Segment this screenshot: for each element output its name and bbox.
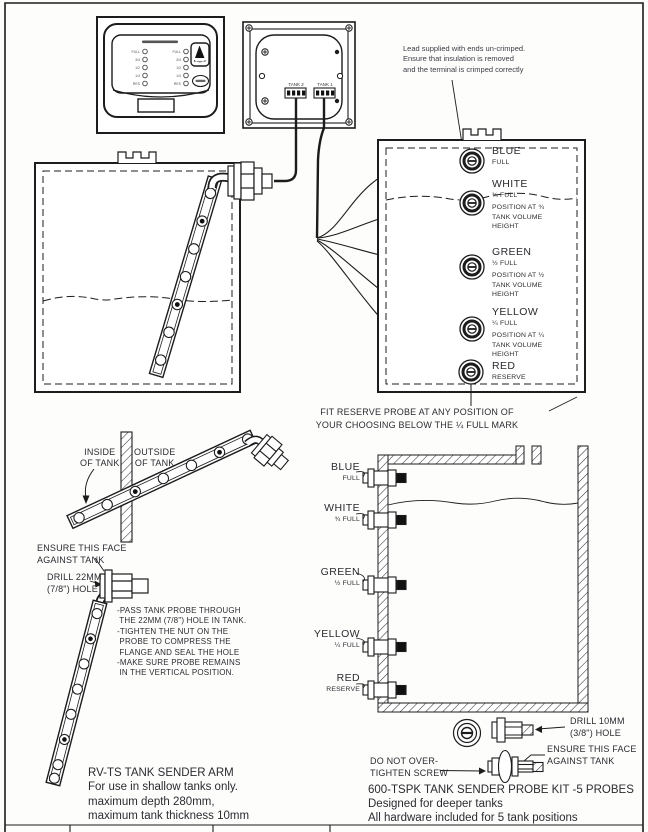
probe-color: GREEN <box>492 246 532 258</box>
lead-note <box>403 44 525 75</box>
probe-position: POSITION AT ¾ <box>492 204 545 211</box>
probe-level: ¼ FULL <box>334 642 360 649</box>
probe-volume: TANK VOLUME <box>492 213 543 221</box>
label-line: OF TANK <box>80 457 120 468</box>
instruction-line: -TIGHTEN THE NUT ON THE <box>117 626 229 636</box>
caption-line: maximum depth 280mm, <box>88 795 215 808</box>
outside-of-tank-label <box>134 447 175 468</box>
corner-screw-icon <box>346 119 352 125</box>
deep-probe-label-red <box>326 672 360 693</box>
probe-level: ½ FULL <box>492 260 518 267</box>
corner-screw-icon <box>246 25 252 31</box>
lead-note-line: and the terminal is crimped correctly <box>403 64 524 74</box>
led-label: RES <box>173 81 181 86</box>
tank-wall-fitting <box>228 162 272 200</box>
probe-height: HEIGHT <box>492 351 519 358</box>
deep-probe-label-yellow <box>314 628 360 649</box>
deep-probe-label-green <box>321 566 360 587</box>
caption-line: Designed for deeper tanks <box>368 798 503 811</box>
arrowhead <box>535 726 542 733</box>
probe-level: RESERVE <box>492 374 526 381</box>
label-line: ENSURE THIS FACE <box>37 543 127 553</box>
face-screw-icon <box>262 49 268 55</box>
label-line: DO NOT OVER- <box>370 756 439 766</box>
led-label: 1/2 <box>176 65 181 70</box>
probe-color: BLUE <box>492 145 522 157</box>
face-against-tank-label-2 <box>547 744 637 767</box>
label-line: DRILL 10MM <box>570 716 625 726</box>
caption-line: maximum tank thickness 10mm <box>88 810 250 823</box>
probe-volume: TANK VOLUME <box>492 281 543 289</box>
wall-probe-yellow <box>363 638 406 656</box>
led-label: 1/4 <box>135 73 140 78</box>
led-label: 3/4 <box>176 57 181 62</box>
instruction-line: PROBE TO COMPRESS THE <box>117 637 231 647</box>
probe-color: YELLOW <box>492 306 539 318</box>
probe-label-white <box>492 178 544 230</box>
screen-title-text <box>142 41 178 44</box>
kit600-caption <box>368 783 634 826</box>
label-line: AGAINST TANK <box>547 755 615 766</box>
label-line: (7/8") HOLE <box>47 583 98 594</box>
probe-color: BLUE <box>330 461 360 473</box>
installation-instructions <box>117 606 246 679</box>
probe-blue <box>460 149 484 173</box>
label-line: OUTSIDE <box>134 447 176 457</box>
label-line: AGAINST TANK <box>37 554 105 565</box>
product-title: RV-TS TANK SENDER ARM <box>88 767 234 779</box>
label-line: (3/8") HOLE <box>570 727 621 738</box>
probe-yellow <box>460 317 484 341</box>
brand-oval-logo <box>193 76 209 87</box>
probe-tank <box>378 129 585 411</box>
gauge-led-labels-left <box>118 48 140 88</box>
probe-level: ¾ FULL <box>334 516 360 523</box>
probe-red <box>459 360 483 384</box>
led-label: 1/2 <box>135 65 140 70</box>
probe-color: RED <box>336 672 360 684</box>
arrowhead <box>83 496 90 505</box>
probe-color: WHITE <box>492 178 528 190</box>
label-line: INSIDE <box>84 447 116 457</box>
drill-22mm-label <box>47 572 102 595</box>
label-line: TIGHTEN SCREW <box>370 767 449 778</box>
label-line: DRILL 22MM <box>47 572 102 582</box>
deep-tank-section <box>356 446 588 712</box>
led-label: FULL <box>131 49 140 54</box>
wall-probe-white <box>363 511 406 529</box>
probe-position: POSITION AT ½ <box>492 272 545 279</box>
do-not-overtighten-label <box>370 756 448 779</box>
drill-10mm-label <box>570 716 625 739</box>
instruction-line: IN THE VERTICAL POSITION. <box>117 668 235 678</box>
probe-label-blue <box>492 145 521 166</box>
probe-color: GREEN <box>320 566 360 578</box>
probe-label-red <box>492 360 526 381</box>
probe-level: ¾ FULL <box>492 192 518 199</box>
probe-color: YELLOW <box>313 628 360 640</box>
probe-side-view-drill <box>492 718 533 742</box>
wall-probe-green <box>363 576 406 594</box>
reserve-note-line: FIT RESERVE PROBE AT ANY POSITION OF <box>320 407 514 417</box>
deep-probe-label-blue <box>331 461 360 482</box>
wall-probe-red <box>363 681 406 699</box>
rvts-caption <box>88 766 249 824</box>
probe-level: ¼ FULL <box>492 320 518 327</box>
corner-screw-icon <box>346 25 352 31</box>
label-line: ENSURE THIS FACE <box>547 744 637 754</box>
arrowhead <box>479 768 486 775</box>
face-screw-icon <box>262 98 268 104</box>
lead-note-line: Lead supplied with ends un-crimped. <box>403 44 526 53</box>
fitting-assembly <box>100 570 148 602</box>
instruction-line: THE 22MM (7/8") HOLE IN TANK. <box>117 616 247 626</box>
instruction-line: -MAKE SURE PROBE REMAINS <box>117 658 241 668</box>
deep-probe-label-white <box>324 502 360 523</box>
filler-neck <box>463 129 501 140</box>
terminal-label-tank2: TANK 2 <box>288 81 304 87</box>
probe-level: RESERVE <box>326 686 360 693</box>
probe-label-yellow <box>492 306 544 358</box>
terminal-block-tank2 <box>285 88 306 98</box>
face-against-tank-label <box>37 543 127 566</box>
probe-label-green <box>492 246 544 298</box>
led-label: 1/4 <box>176 73 181 78</box>
corner-screw-icon <box>246 119 252 125</box>
caption-line: All hardware included for 5 tank positions <box>368 812 578 825</box>
probe-level: ½ FULL <box>334 580 360 587</box>
probe-front-view <box>454 720 481 747</box>
reserve-probe-note <box>276 406 558 431</box>
sender-arm-vertical <box>46 600 107 786</box>
probe-color: RED <box>492 360 516 372</box>
reserve-note-line: YOUR CHOOSING BELOW THE ¼ FULL MARK <box>315 419 519 430</box>
gauge-led-labels-right <box>159 48 181 88</box>
probe-height: HEIGHT <box>492 223 519 230</box>
inside-of-tank-label <box>80 447 120 468</box>
probe-level: FULL <box>342 475 360 482</box>
probe-color: WHITE <box>324 502 360 514</box>
probe-level: FULL <box>492 159 510 166</box>
terminal-label-tank1: TANK 1 <box>317 81 333 87</box>
label-line: OF TANK <box>134 457 175 468</box>
probe-position: POSITION AT ¼ <box>492 332 545 339</box>
sender-arm-angled <box>67 430 256 528</box>
sailboat-logo-icon <box>191 43 209 66</box>
probe-white <box>460 191 484 215</box>
instruction-line: FLANGE AND SEAL THE HOLE <box>117 647 240 657</box>
led-label: FULL <box>172 49 181 54</box>
probe-height: HEIGHT <box>492 291 519 298</box>
product-title: 600-TSPK TANK SENDER PROBE KIT -5 PROBES <box>368 784 634 796</box>
led-label: 3/4 <box>135 57 140 62</box>
liquid-level-line <box>388 498 578 505</box>
probe-volume: TANK VOLUME <box>492 341 543 349</box>
caption-line: For use in shallow tanks only. <box>88 781 238 794</box>
led-label: RES <box>132 81 140 86</box>
shallow-tank <box>35 152 272 392</box>
filler-neck <box>118 152 156 163</box>
instruction-line: -PASS TANK PROBE THROUGH <box>117 606 241 615</box>
terminal-block-tank1 <box>314 88 335 98</box>
lead-note-line: Ensure that insulation is removed <box>403 54 514 64</box>
probe-green <box>460 255 484 279</box>
wall-probe-blue <box>363 469 406 487</box>
tank-gauge-back-panel <box>243 22 355 128</box>
